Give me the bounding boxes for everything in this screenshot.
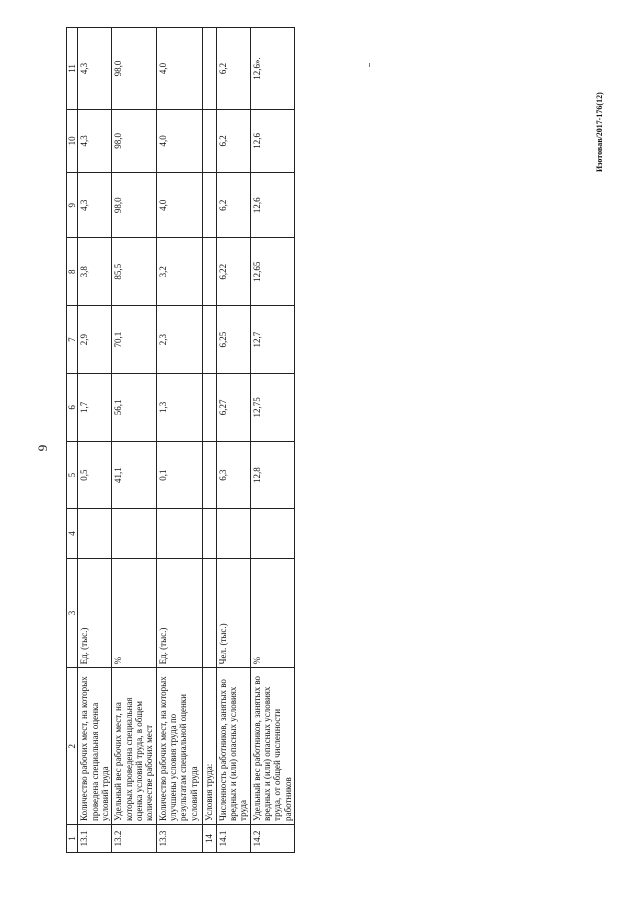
header-row: [67, 28, 78, 853]
header-cell: 1: [67, 824, 78, 852]
indicator-name: Численность работников, занятых во вредных и (или) опасных условиях труда: [216, 668, 250, 825]
value-cell: 6,2: [216, 109, 250, 172]
scan-speck: [369, 63, 370, 67]
table-row: [156, 28, 202, 853]
value-cell: 12,8: [250, 441, 294, 509]
value-cell: [112, 509, 156, 558]
value-cell: 98,0: [112, 172, 156, 237]
section-row: [202, 28, 216, 853]
value-cell: 4,0: [156, 109, 202, 172]
value-cell: 3,2: [156, 238, 202, 306]
value-cell: [250, 509, 294, 558]
value-cell: 6,25: [216, 306, 250, 374]
unit-cell: Ед. (тыс.): [78, 558, 112, 668]
value-cell: 6,22: [216, 238, 250, 306]
row-number: 13.3: [156, 824, 202, 852]
value-cell: 70,1: [112, 306, 156, 374]
table-row: [112, 28, 156, 853]
value-cell: 1,3: [156, 373, 202, 441]
value-cell: [78, 509, 112, 558]
value-cell: 98,0: [112, 28, 156, 110]
row-number: 14.2: [250, 824, 294, 852]
value-cell: 12,65: [250, 238, 294, 306]
value-cell: [202, 509, 216, 558]
indicator-name: Удельный вес работников, занятых во вредных и (или) опасных условиях труда, от общей численности работников: [250, 668, 294, 825]
value-cell: 12,7: [250, 306, 294, 374]
section-title: Условия труда:: [202, 668, 216, 825]
value-cell: [202, 172, 216, 237]
value-cell: 4,3: [78, 109, 112, 172]
table-row: [216, 28, 250, 853]
unit-cell: [202, 558, 216, 668]
document-code: Изотовав/2017-176(12): [595, 92, 604, 172]
value-cell: 2,9: [78, 306, 112, 374]
table-row: [78, 28, 112, 853]
value-cell: 12,6: [250, 172, 294, 237]
unit-cell: %: [250, 558, 294, 668]
value-cell: 4,0: [156, 172, 202, 237]
unit-cell: Чел. (тыс.): [216, 558, 250, 668]
value-cell: 6,3: [216, 441, 250, 509]
header-cell: 11: [67, 28, 78, 110]
value-cell: [202, 306, 216, 374]
value-cell: 4,3: [78, 172, 112, 237]
value-cell: [202, 109, 216, 172]
header-cell: 7: [67, 306, 78, 374]
header-cell: 10: [67, 109, 78, 172]
value-cell: [216, 509, 250, 558]
value-cell: 12,75: [250, 373, 294, 441]
value-cell: [202, 441, 216, 509]
indicators-table-container: [66, 27, 293, 853]
value-cell: 6,2: [216, 172, 250, 237]
header-cell: 2: [67, 668, 78, 825]
value-cell: 1,7: [78, 373, 112, 441]
value-cell: 41,1: [112, 441, 156, 509]
value-cell: [202, 373, 216, 441]
value-cell: 85,5: [112, 238, 156, 306]
value-cell: 0,1: [156, 441, 202, 509]
header-cell: 3: [67, 558, 78, 668]
value-cell: [202, 28, 216, 110]
indicators-table: [66, 27, 295, 853]
value-cell: 4,0: [156, 28, 202, 110]
value-cell: 4,3: [78, 28, 112, 110]
value-cell: 2,3: [156, 306, 202, 374]
unit-cell: %: [112, 558, 156, 668]
value-cell: 12,6: [250, 109, 294, 172]
indicator-name: Количество рабочих мест, на которых улучшены условия труда по результатам специальной оценки условий труда: [156, 668, 202, 825]
value-cell: 56,1: [112, 373, 156, 441]
row-number: 14: [202, 824, 216, 852]
indicator-name: Удельный вес рабочих мест, на которых проведена специальная оценка условий труда, в общем количестве рабочих мест: [112, 668, 156, 825]
header-cell: 4: [67, 509, 78, 558]
header-cell: 5: [67, 441, 78, 509]
header-cell: 8: [67, 238, 78, 306]
value-cell: 12,6».: [250, 28, 294, 110]
value-cell: [202, 238, 216, 306]
row-number: 13.1: [78, 824, 112, 852]
header-cell: 9: [67, 172, 78, 237]
value-cell: 0,5: [78, 441, 112, 509]
value-cell: 98,0: [112, 109, 156, 172]
value-cell: 6,2: [216, 28, 250, 110]
row-number: 13.2: [112, 824, 156, 852]
indicator-name: Количество рабочих мест, на которых проведена специальная оценка условий труда: [78, 668, 112, 825]
unit-cell: Ед. (тыс.): [156, 558, 202, 668]
page-number: 9: [35, 444, 50, 452]
table-row: [250, 28, 294, 853]
header-cell: 6: [67, 373, 78, 441]
row-number: 14.1: [216, 824, 250, 852]
value-cell: 3,8: [78, 238, 112, 306]
value-cell: 6,27: [216, 373, 250, 441]
value-cell: [156, 509, 202, 558]
